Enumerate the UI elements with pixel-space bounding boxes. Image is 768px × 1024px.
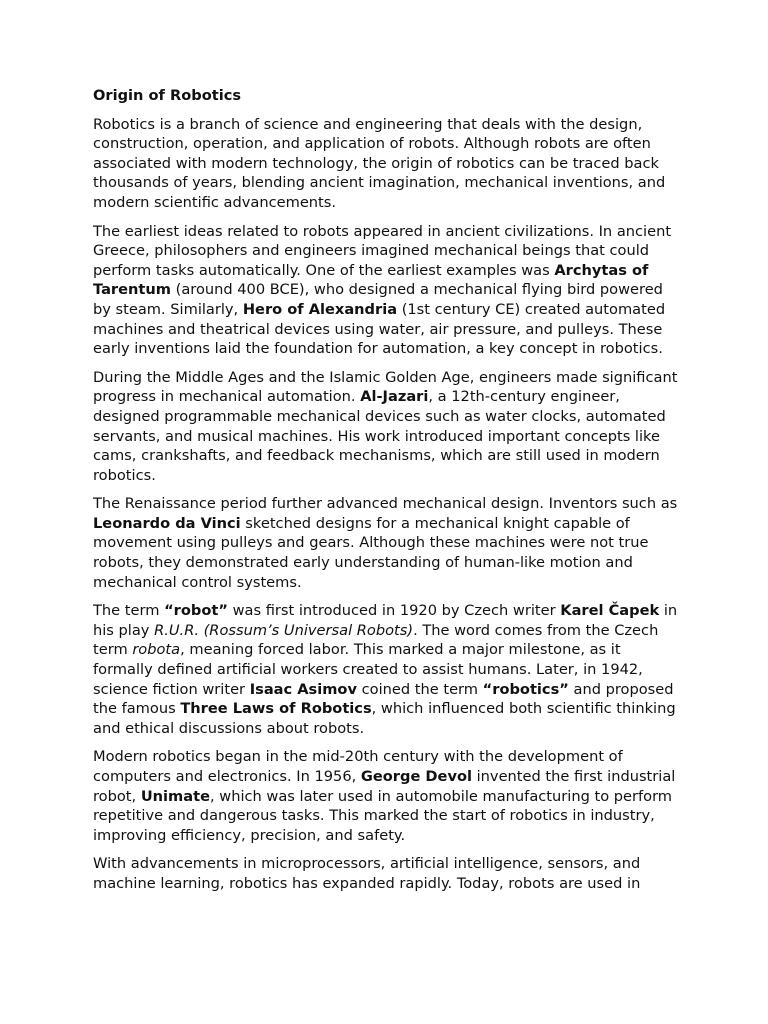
text-run: With advancements in microprocessors, artificial intelligence, sensors, and machine learning, robotics has expanded rapidly. Today, robots are used in [93, 855, 641, 892]
text-run: , meaning forced labor. This marked a major milestone, as it formally defined artificial workers created to assist humans. Later, in 1942, science fiction writer [93, 641, 643, 698]
text-run: During the Middle Ages and the Islamic Golden Age, engineers made significant progress in mechanical automation. [93, 368, 678, 406]
text-run: . The word comes from the Czech term [93, 621, 659, 659]
text-run: and proposed the famous [93, 680, 674, 718]
body-paragraph [93, 747, 683, 845]
text-run: (1st century CE) created automated machines and theatrical devices using water, air pressure, and pulleys. These early inventions laid the foundation for automation, a key concept in robotics. [93, 300, 666, 358]
body-paragraph [93, 368, 683, 486]
body-paragraph [93, 601, 683, 738]
text-run: The Renaissance period further advanced mechanical design. Inventors such as [93, 495, 678, 513]
text-run: , a 12th-century engineer, designed programmable mechanical devices such as water clocks, automated servants, and musical machines. His work introduced important concepts like cams, crankshafts, and feedback mechanisms, which are still used in modern robotics. [93, 388, 666, 484]
document-page [93, 86, 683, 903]
text-run: The earliest ideas related to robots appeared in ancient civilizations. In ancient Greece, philosophers and engineers imagined mechanical beings that could perform tasks automatically. One of the earliest examples was [93, 222, 672, 279]
bold-text: Three Laws of Robotics [180, 700, 372, 718]
text-run: , which influenced both scientific thinking and ethical discussions about robots. [93, 700, 676, 737]
italic-text: R.U.R. (Rossum’s Universal Robots) [154, 621, 414, 639]
bold-text: Unimate [140, 787, 210, 805]
text-run: sketched designs for a mechanical knight capable of movement using pulleys and gears. Although these machines were not true robots, they demonstrated early understanding of human-like motion and mechanical control systems. [93, 514, 649, 591]
text-run: was first introduced in 1920 by Czech writer [227, 602, 561, 620]
bold-text: George Devol [360, 768, 472, 785]
text-run: Robotics is a branch of science and engineering that deals with the design, construction, operation, and application of robots. Although robots are often associated with modern technology, the origin of robotics can be traced back thousands of years, blending ancient imagination, mechanical inventions, and modern scientific advancements. [93, 115, 666, 211]
document-body [93, 115, 683, 894]
document-title: Origin of Robotics [93, 87, 242, 104]
text-run: , which was later used in automobile manufacturing to perform repetitive and dangerous tasks. This marked the start of robotics in industry, improving efficiency, precision, and safety. [93, 787, 673, 844]
body-paragraph [93, 222, 683, 359]
body-paragraph [93, 854, 683, 893]
bold-text: Al-Jazari [360, 388, 429, 406]
body-paragraph [93, 494, 683, 592]
text-run: (around 400 BCE), who designed a mechanical flying bird powered by steam. Similarly, [93, 281, 663, 318]
text-run: Modern robotics began in the mid-20th century with the development of computers and electronics. In 1956, [93, 748, 623, 785]
text-run: in his play [93, 602, 678, 639]
bold-text: Hero of Alexandria [242, 300, 398, 318]
bold-text: “robot” [164, 602, 228, 620]
bold-text: Leonardo da Vinci [93, 514, 241, 532]
italic-text: robota [132, 641, 181, 659]
bold-text: Karel Čapek [560, 602, 660, 620]
text-run: invented the first industrial robot, [93, 768, 676, 805]
text-run: coined the term [356, 680, 483, 698]
bold-text: “robotics” [482, 680, 569, 698]
text-run: The term [93, 602, 165, 620]
body-paragraph [93, 115, 683, 213]
bold-text: Archytas of Tarentum [93, 261, 649, 299]
bold-text: Isaac Asimov [249, 680, 357, 698]
